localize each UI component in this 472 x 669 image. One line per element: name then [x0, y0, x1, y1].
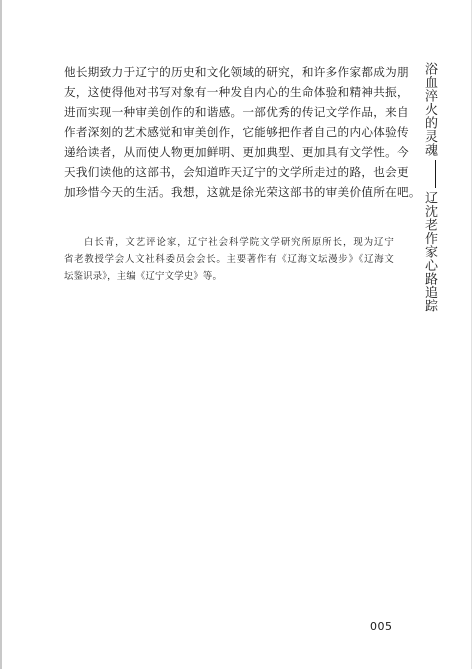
bio-line: 坛鉴识录》，主编《辽宁文学史》等。	[64, 271, 223, 282]
running-head-dash	[435, 160, 437, 188]
bio-line: 省老教授学会人文社科委员会会长。主要著作有《辽海文坛漫步》《辽海文	[64, 254, 394, 265]
body-line: 作者深刻的艺术感觉和审美创作，它能够把作者自己的内心体验传	[64, 125, 409, 139]
running-head-book-title: 浴血淬火的灵魂	[422, 62, 437, 157]
body-line: 友，这使得他对书写对象有一种发自内心的生命体验和精神共振，	[64, 85, 409, 99]
body-line: 递给读者，从而使人物更加鲜明、更加典型、更加具有文学性。今	[64, 145, 409, 159]
body-line: 他长期致力于辽宁的历史和文化领域的研究，和许多作家都成为朋	[64, 65, 409, 79]
body-line: 进而实现一种审美创作的和谐感。一部优秀的传记文学作品，来自	[64, 105, 409, 119]
body-line: 天我们读他的这部书，会知道昨天辽宁的文学所走过的路，也会更	[64, 165, 409, 179]
author-bio	[64, 234, 394, 285]
body-paragraph	[64, 62, 421, 202]
page-left-edge	[0, 0, 2, 669]
bio-line: 白长青，文艺评论家，辽宁社会科学院文学研究所原所长，现为辽宁	[84, 237, 394, 248]
body-line: 加珍惜今天的生活。我想，这就是徐光荣这部书的审美价值所在吧。	[64, 185, 421, 199]
page-number: 005	[370, 620, 393, 633]
running-head	[410, 62, 436, 312]
running-head-subtitle: 辽沈老作家心路追踪	[422, 190, 437, 312]
